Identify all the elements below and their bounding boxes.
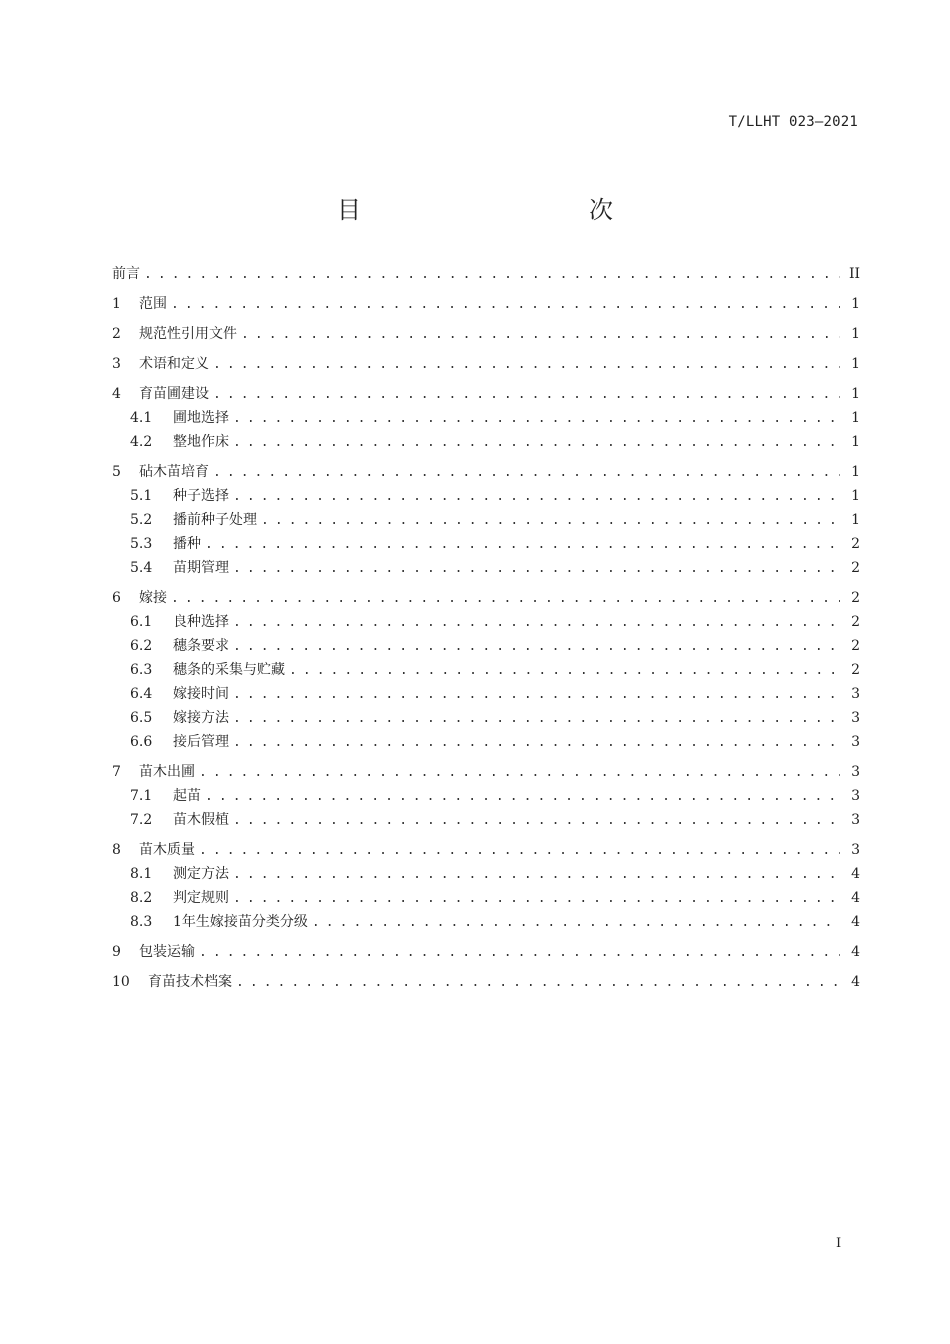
- toc-title: 目 次: [337, 196, 673, 224]
- toc-entry-page: 2: [851, 614, 860, 630]
- toc-entry-page: 2: [851, 662, 860, 678]
- toc-entry-number: 6: [112, 590, 121, 606]
- toc-dot-leader: [205, 533, 840, 556]
- toc-entry[interactable]: [112, 886, 860, 910]
- toc-entry[interactable]: [112, 634, 860, 658]
- toc-entry-page: 2: [851, 638, 860, 654]
- toc-entry[interactable]: [112, 292, 860, 316]
- toc-dot-leader: [213, 383, 840, 406]
- toc-entry-page: 4: [851, 974, 860, 990]
- toc-entry[interactable]: [112, 430, 860, 454]
- toc-entry-label: 穗条的采集与贮藏: [173, 662, 285, 678]
- toc-entry-label: 苗木假植: [173, 812, 229, 828]
- toc-entry[interactable]: [112, 532, 860, 556]
- toc-entry-label: 育苗技术档案: [148, 974, 232, 990]
- toc-entry-page: 4: [851, 866, 860, 882]
- toc-entry[interactable]: [112, 262, 860, 286]
- toc-entry[interactable]: [112, 508, 860, 532]
- toc-dot-leader: [233, 407, 840, 430]
- toc-dot-leader: [241, 323, 840, 346]
- toc-dot-leader: [233, 431, 840, 454]
- toc-entry-page: 1: [851, 512, 860, 528]
- toc-entry-number: 5.1: [130, 488, 153, 504]
- toc-dot-leader: [213, 461, 840, 484]
- toc-dot-leader: [233, 611, 840, 634]
- toc-dot-leader: [199, 761, 840, 784]
- toc-entry-page: 2: [851, 560, 860, 576]
- toc-entry-label: 良种选择: [173, 614, 229, 630]
- toc-entry-number: 8.1: [130, 866, 153, 882]
- toc-entry[interactable]: [112, 610, 860, 634]
- toc-entry-page: 2: [851, 536, 860, 552]
- toc-entry-label: 种子选择: [173, 488, 229, 504]
- toc-entry[interactable]: [112, 382, 860, 406]
- toc-entry-number: 4: [112, 386, 121, 402]
- toc-entry-label: 规范性引用文件: [139, 326, 237, 342]
- toc-entry-number: 4.1: [130, 410, 153, 426]
- toc-dot-leader: [261, 509, 840, 532]
- toc-dot-leader: [236, 971, 840, 994]
- toc-entry-label: 苗木出圃: [139, 764, 195, 780]
- toc-entry-label: 包装运输: [139, 944, 195, 960]
- toc-entry-page: 3: [851, 734, 860, 750]
- toc-entry[interactable]: [112, 862, 860, 886]
- toc-entry[interactable]: [112, 910, 860, 934]
- toc-entry-page: 1: [851, 488, 860, 504]
- toc-dot-leader: [171, 293, 840, 316]
- toc-entry-label: 嫁接方法: [173, 710, 229, 726]
- toc-entry-page: 3: [851, 764, 860, 780]
- toc-entry-number: 9: [112, 944, 121, 960]
- toc-dot-leader: [199, 941, 840, 964]
- toc-entry-label: 测定方法: [173, 866, 229, 882]
- page-number: I: [836, 1236, 842, 1251]
- toc-dot-leader: [171, 587, 840, 610]
- table-of-contents: [112, 262, 860, 994]
- toc-entry-number: 2: [112, 326, 121, 342]
- toc-entry-label: 1年生嫁接苗分类分级: [173, 914, 308, 930]
- toc-dot-leader: [233, 707, 840, 730]
- toc-entry[interactable]: [112, 586, 860, 610]
- toc-dot-leader: [233, 809, 840, 832]
- toc-entry-label: 判定规则: [173, 890, 229, 906]
- toc-entry-number: 4.2: [130, 434, 153, 450]
- toc-dot-leader: [312, 911, 840, 934]
- toc-entry[interactable]: [112, 460, 860, 484]
- toc-entry[interactable]: [112, 970, 860, 994]
- toc-entry-page: 1: [851, 326, 860, 342]
- toc-entry-label: 术语和定义: [139, 356, 209, 372]
- toc-entry-label: 圃地选择: [173, 410, 229, 426]
- toc-entry-label: 砧木苗培育: [139, 464, 209, 480]
- toc-entry-number: 6.5: [130, 710, 153, 726]
- toc-entry-number: 5.4: [130, 560, 153, 576]
- toc-entry[interactable]: [112, 322, 860, 346]
- toc-entry-label: 穗条要求: [173, 638, 229, 654]
- toc-entry-page: 3: [851, 842, 860, 858]
- toc-entry[interactable]: [112, 784, 860, 808]
- toc-entry-number: 6.4: [130, 686, 153, 702]
- toc-entry-page: 1: [851, 410, 860, 426]
- toc-entry-number: 6.3: [130, 662, 153, 678]
- toc-entry-page: 1: [851, 296, 860, 312]
- toc-entry-label: 苗期管理: [173, 560, 229, 576]
- toc-entry-number: 5.2: [130, 512, 153, 528]
- toc-entry-label: 播前种子处理: [173, 512, 257, 528]
- toc-dot-leader: [233, 731, 840, 754]
- toc-entry-label: 育苗圃建设: [139, 386, 209, 402]
- toc-entry[interactable]: [112, 940, 860, 964]
- toc-entry-label: 前言: [112, 266, 140, 282]
- toc-entry-label: 嫁接: [139, 590, 167, 606]
- toc-entry[interactable]: [112, 706, 860, 730]
- toc-entry-label: 范围: [139, 296, 167, 312]
- toc-entry-page: II: [848, 266, 860, 282]
- toc-entry-number: 6.2: [130, 638, 153, 654]
- toc-entry-number: 7.2: [130, 812, 153, 828]
- toc-entry-number: 8.2: [130, 890, 153, 906]
- toc-dot-leader: [289, 659, 840, 682]
- toc-entry-number: 8.3: [130, 914, 153, 930]
- toc-entry-label: 整地作床: [173, 434, 229, 450]
- toc-entry-number: 5: [112, 464, 121, 480]
- toc-entry-page: 1: [851, 356, 860, 372]
- toc-entry[interactable]: [112, 556, 860, 580]
- toc-entry-label: 嫁接时间: [173, 686, 229, 702]
- toc-entry-number: 7.1: [130, 788, 153, 804]
- toc-dot-leader: [233, 635, 840, 658]
- toc-entry-page: 1: [851, 434, 860, 450]
- toc-dot-leader: [233, 887, 840, 910]
- toc-entry-page: 3: [851, 686, 860, 702]
- toc-entry-number: 3: [112, 356, 121, 372]
- toc-dot-leader: [205, 785, 840, 808]
- toc-entry[interactable]: [112, 352, 860, 376]
- toc-dot-leader: [233, 485, 840, 508]
- toc-entry-number: 1: [112, 296, 121, 312]
- document-code: T/LLHT 023—2021: [728, 114, 858, 130]
- toc-dot-leader: [213, 353, 840, 376]
- toc-dot-leader: [233, 863, 840, 886]
- toc-entry-page: 4: [851, 944, 860, 960]
- toc-dot-leader: [233, 683, 840, 706]
- toc-dot-leader: [199, 839, 840, 862]
- toc-entry[interactable]: [112, 808, 860, 832]
- toc-entry[interactable]: [112, 760, 860, 784]
- toc-entry[interactable]: [112, 730, 860, 754]
- toc-entry[interactable]: [112, 484, 860, 508]
- toc-entry[interactable]: [112, 682, 860, 706]
- toc-entry-page: 4: [851, 914, 860, 930]
- toc-entry[interactable]: [112, 406, 860, 430]
- toc-entry-number: 7: [112, 764, 121, 780]
- toc-entry-page: 1: [851, 386, 860, 402]
- toc-entry-page: 3: [851, 788, 860, 804]
- toc-entry-page: 1: [851, 464, 860, 480]
- toc-entry-label: 起苗: [173, 788, 201, 804]
- toc-entry-page: 3: [851, 812, 860, 828]
- toc-entry-label: 苗木质量: [139, 842, 195, 858]
- toc-entry[interactable]: [112, 658, 860, 682]
- toc-entry-number: 10: [112, 974, 130, 990]
- toc-entry-page: 4: [851, 890, 860, 906]
- toc-entry-label: 接后管理: [173, 734, 229, 750]
- toc-entry-number: 8: [112, 842, 121, 858]
- toc-entry-number: 6.1: [130, 614, 153, 630]
- toc-entry[interactable]: [112, 838, 860, 862]
- toc-entry-page: 2: [851, 590, 860, 606]
- toc-entry-number: 6.6: [130, 734, 153, 750]
- toc-entry-number: 5.3: [130, 536, 153, 552]
- toc-dot-leader: [144, 263, 840, 286]
- toc-dot-leader: [233, 557, 840, 580]
- toc-entry-label: 播种: [173, 536, 201, 552]
- toc-entry-page: 3: [851, 710, 860, 726]
